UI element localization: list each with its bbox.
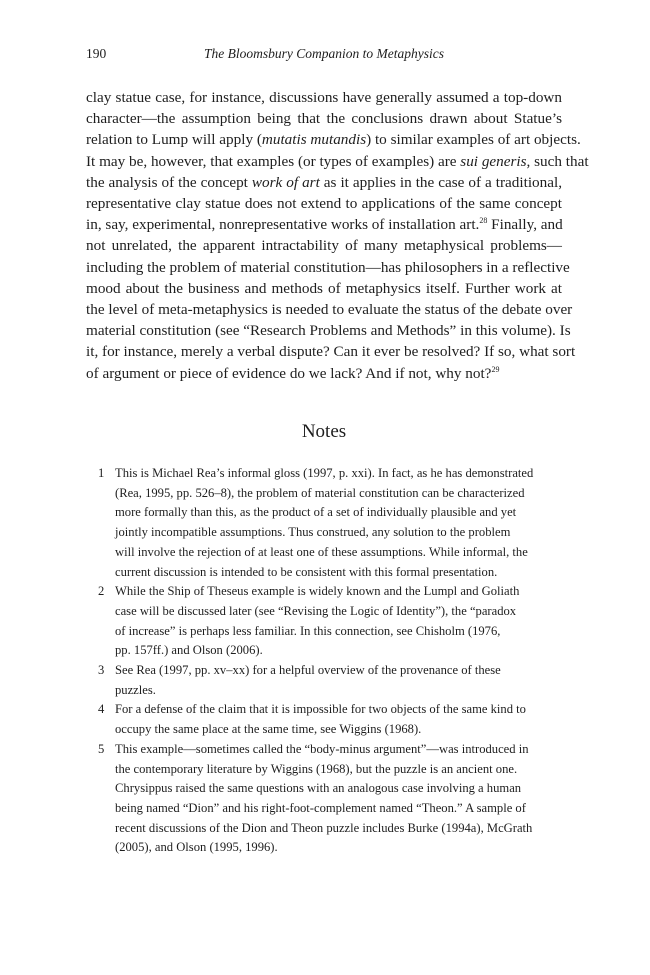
body-line xyxy=(86,108,562,129)
body-line xyxy=(86,299,573,320)
body-text-run: material constitution (see “Research Problems and Methods” in this volume). Is xyxy=(86,322,571,340)
footnote-reference: 29 xyxy=(491,364,500,374)
body-line xyxy=(86,151,589,172)
note-line: For a defense of the claim that it is impossible for two objects of the same kind to xyxy=(115,702,526,717)
note-line: occupy the same place at the same time, see Wiggins (1968). xyxy=(115,722,422,737)
note-line: being named “Dion” and his right-foot-complement named “Theon.” A sample of xyxy=(115,800,526,815)
page-number: 190 xyxy=(86,46,107,61)
body-text-run: relation to Lump will apply ( xyxy=(86,131,262,149)
note-line: of increase” is perhaps less familiar. In this connection, see Chisholm (1976, xyxy=(115,623,501,638)
italic-text: mutatis mutandis xyxy=(261,131,367,149)
body-text-run: Finally, and xyxy=(487,216,563,234)
italic-text: work of art xyxy=(251,173,320,191)
body-text-run: the analysis of the concept xyxy=(86,173,252,191)
body-text-run: ) to similar examples of art objects. xyxy=(366,131,581,149)
body-text-run: as it applies in the case of a traditional, xyxy=(319,173,562,191)
note-line: (Rea, 1995, pp. 526–8), the problem of material constitution can be characterized xyxy=(115,485,525,500)
italic-text: sui generis xyxy=(460,152,527,170)
body-line xyxy=(86,193,562,214)
footnote-reference: 28 xyxy=(479,216,488,226)
body-text-run: in, say, experimental, nonrepresentative works of installation art. xyxy=(86,216,480,234)
note-line: Chrysippus raised the same questions with an analogous case involving a human xyxy=(115,781,522,796)
body-line xyxy=(86,341,576,362)
body-paragraph xyxy=(86,87,589,384)
note-item xyxy=(86,582,562,661)
body-text-run: representative clay statue does not extend to applications of the same concept xyxy=(86,195,562,213)
body-text-run: It may be, however, that examples (or types of examples) are xyxy=(86,152,461,170)
note-line: puzzles. xyxy=(115,682,156,697)
body-text-run: , such that xyxy=(526,152,589,170)
body-text-run: it, for instance, merely a verbal dispute? Can it ever be resolved? If so, what sort xyxy=(86,343,576,361)
note-line: See Rea (1997, pp. xv–xx) for a helpful overview of the provenance of these xyxy=(115,663,501,678)
body-line xyxy=(86,320,571,341)
body-text-run: character—the assumption being that the conclusions drawn about Statue’s xyxy=(86,110,562,128)
note-line: jointly incompatible assumptions. Thus construed, any solution to the problem xyxy=(115,525,511,540)
note-number: 3 xyxy=(98,663,105,678)
body-text-run: the level of meta-metaphysics is needed to evaluate the status of the debate over xyxy=(86,301,573,319)
note-line: This example—sometimes called the “body-minus argument”—was introduced in xyxy=(115,741,529,756)
note-item xyxy=(86,740,562,858)
running-head xyxy=(86,44,562,64)
note-number: 1 xyxy=(98,466,105,480)
body-line xyxy=(86,278,562,299)
note-line: (2005), and Olson (1995, 1996). xyxy=(115,840,278,855)
notes-list xyxy=(86,464,562,858)
body-text-run: including the problem of material constitution—has philosophers in a reflective xyxy=(86,258,570,276)
body-text-run: not unrelated, the apparent intractability of many metaphysical problems— xyxy=(86,237,562,255)
note-item xyxy=(86,661,562,700)
note-number: 5 xyxy=(98,741,105,756)
note-number: 2 xyxy=(98,584,105,599)
body-text-run: of argument or piece of evidence do we lack? And if not, why not? xyxy=(86,364,492,382)
body-line xyxy=(86,129,581,150)
note-line: more formally than this, as the product of a set of individually plausible and yet xyxy=(115,505,517,520)
note-line: current discussion is intended to be consistent with this formal presentation. xyxy=(115,564,498,579)
body-line xyxy=(86,172,562,193)
body-line xyxy=(86,257,570,278)
body-line xyxy=(86,214,562,235)
body-line xyxy=(86,235,562,256)
body-text-run: mood about the business and methods of metaphysics itself. Further work at xyxy=(86,279,562,297)
note-line: pp. 157ff.) and Olson (2006). xyxy=(115,643,263,658)
note-line: While the Ship of Theseus example is widely known and the Lumpl and Goliath xyxy=(115,584,520,599)
note-line: This is Michael Rea’s informal gloss (1997, p. xxi). In fact, as he has demonstrated xyxy=(115,466,534,480)
notes-heading: Notes xyxy=(301,421,347,442)
body-text-run: clay statue case, for instance, discussions have generally assumed a top-down xyxy=(86,89,562,106)
note-line: will involve the rejection of at least one of these assumptions. While informal, the xyxy=(115,544,528,559)
body-line xyxy=(86,363,562,384)
running-title: The Bloomsbury Companion to Metaphysics xyxy=(204,46,444,61)
note-item xyxy=(86,464,562,582)
note-line: case will be discussed later (see “Revising the Logic of Identity”), the “paradox xyxy=(115,603,517,618)
note-number: 4 xyxy=(98,702,105,717)
body-line xyxy=(86,87,562,108)
note-line: recent discussions of the Dion and Theon puzzle includes Burke (1994a), McGrath xyxy=(115,820,533,835)
note-line: the contemporary literature by Wiggins (1968), but the puzzle is an ancient one. xyxy=(115,761,518,776)
note-item xyxy=(86,700,562,739)
